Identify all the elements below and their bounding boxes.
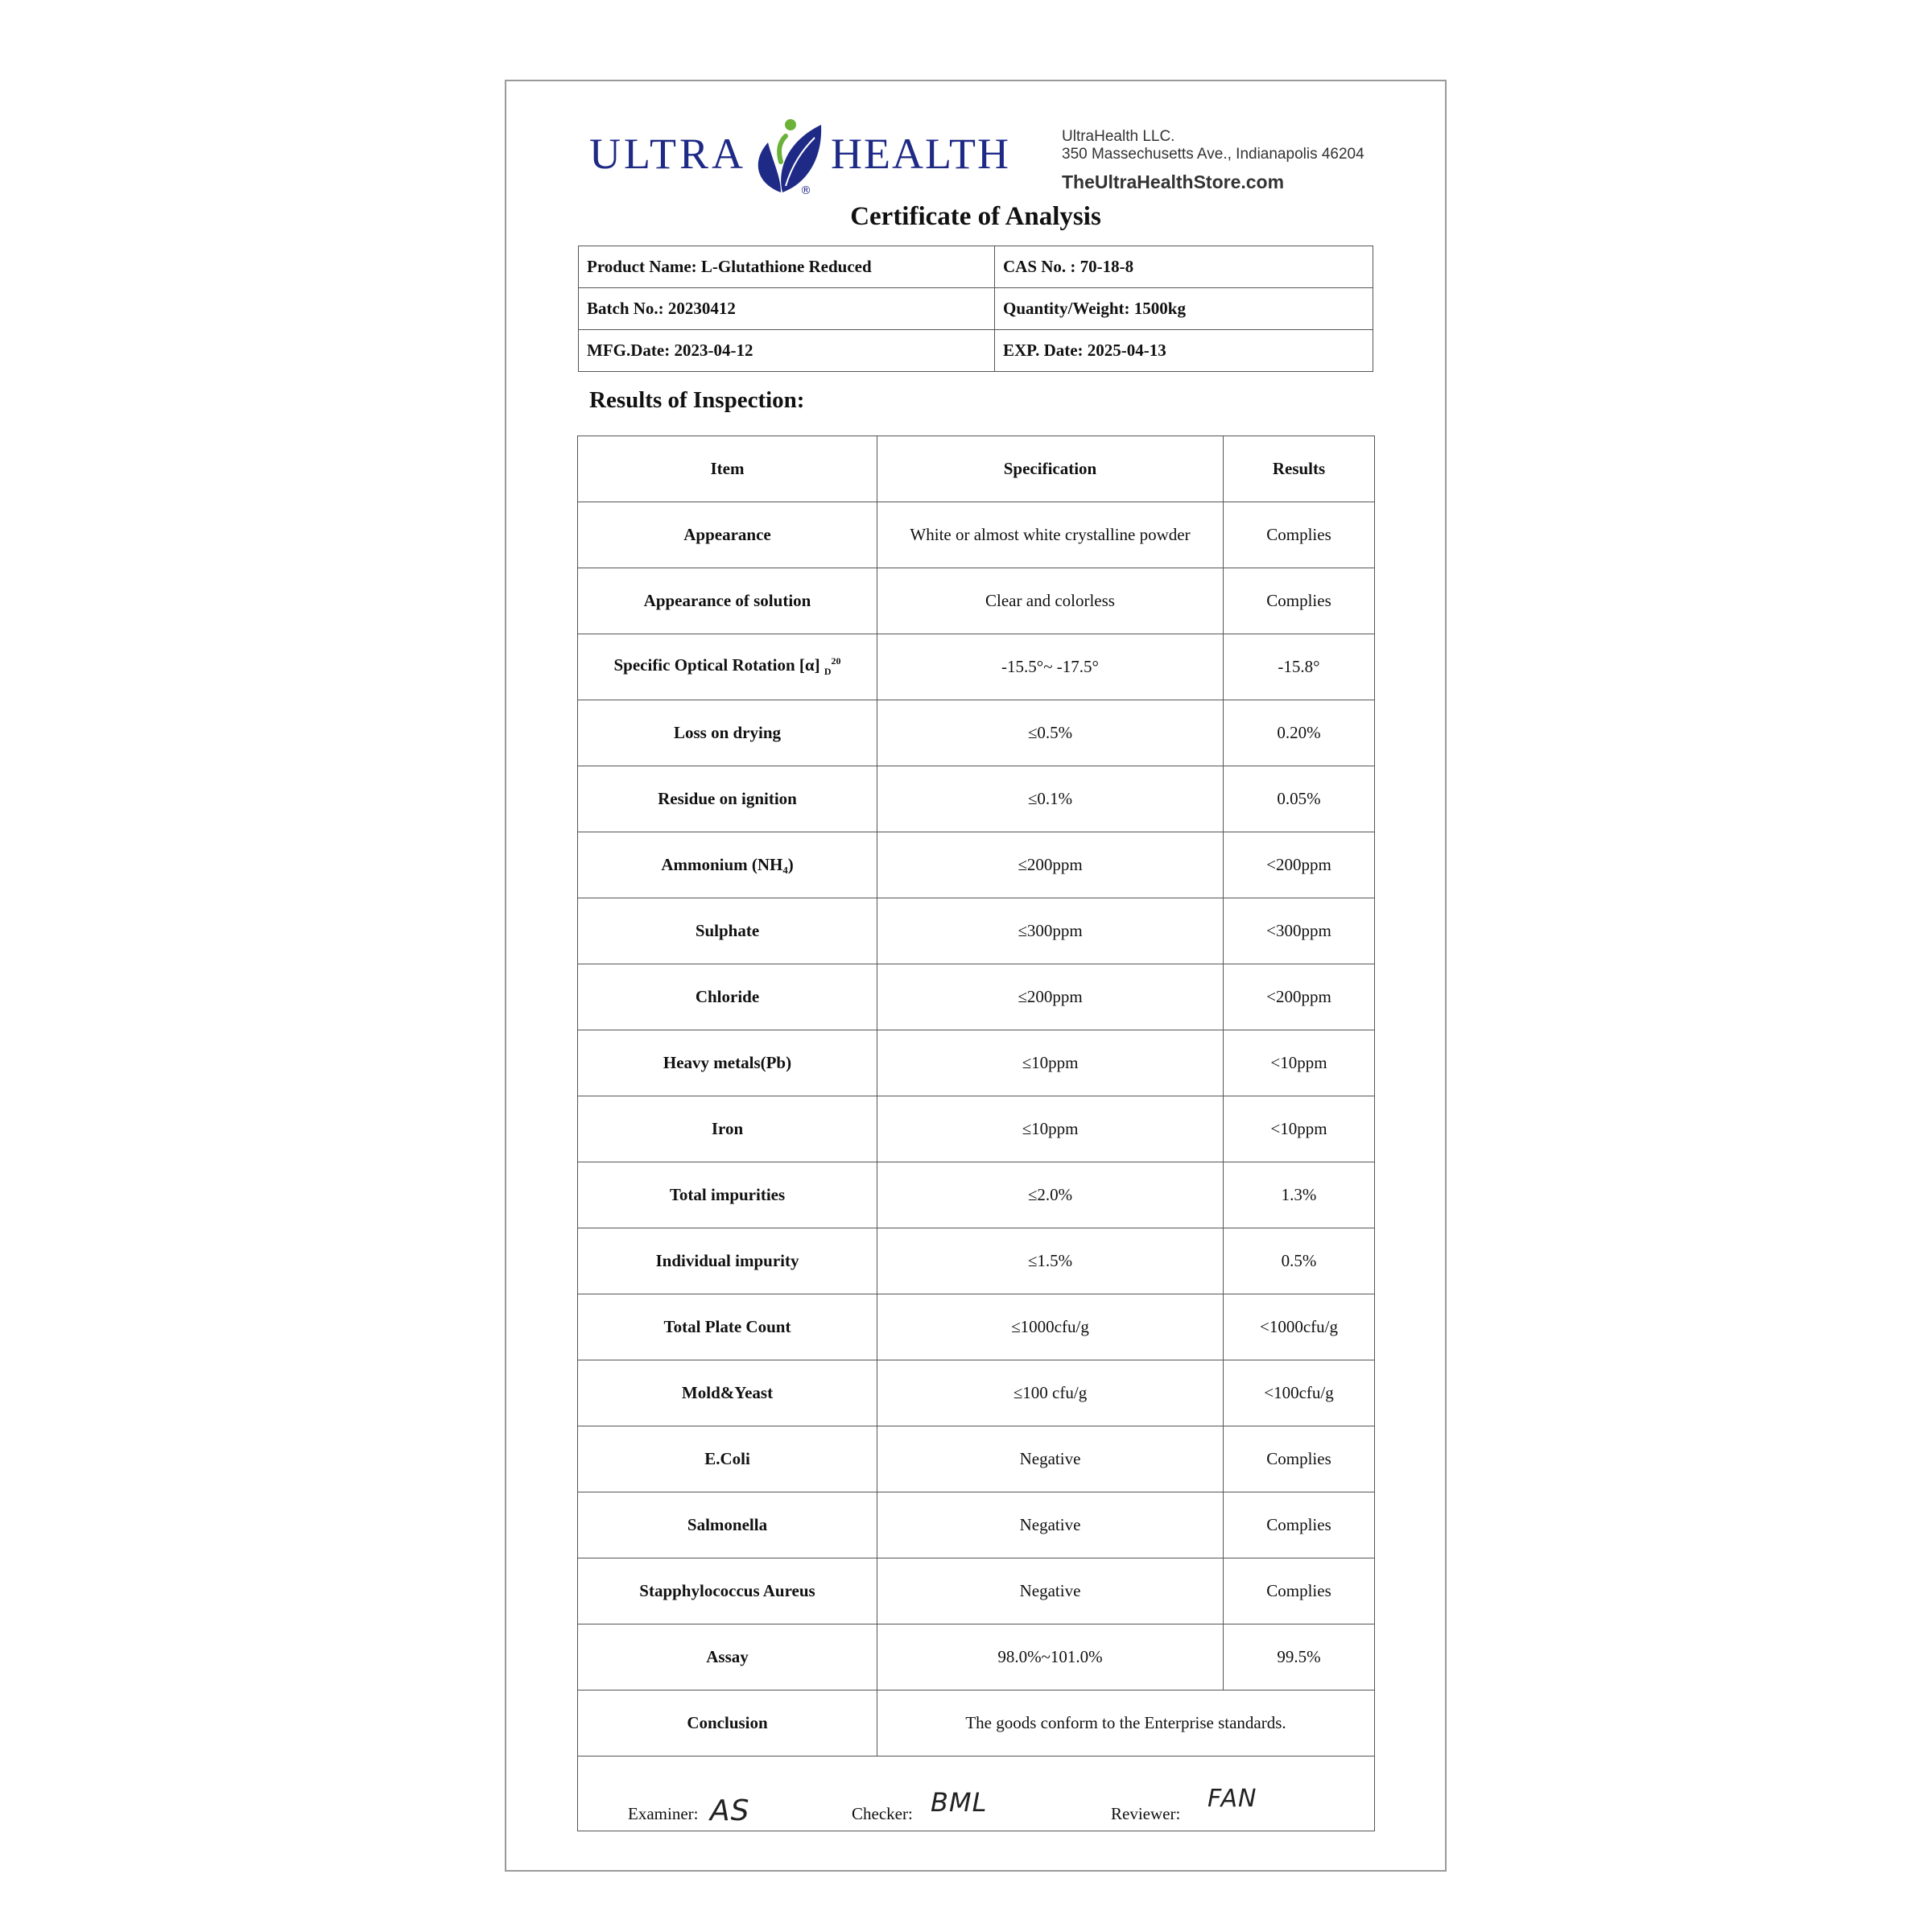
table-row xyxy=(578,1426,1375,1492)
row-specification: Negative xyxy=(877,1492,1224,1558)
row-item-text: Residue on ignition xyxy=(658,789,797,808)
row-item-superscript: 20 xyxy=(831,655,841,667)
row-result: 0.05% xyxy=(1224,766,1375,832)
table-row xyxy=(578,1558,1375,1624)
row-item xyxy=(578,898,877,964)
company-info xyxy=(1062,128,1364,193)
table-row xyxy=(578,1030,1375,1096)
results-heading: Results of Inspection: xyxy=(589,387,805,413)
row-specification: White or almost white crystalline powder xyxy=(877,502,1224,568)
row-result: 99.5% xyxy=(1224,1624,1375,1690)
row-specification: 98.0%~101.0% xyxy=(877,1624,1224,1690)
row-item-text: Salmonella xyxy=(687,1515,768,1534)
product-info-table xyxy=(578,246,1373,372)
row-item xyxy=(578,766,877,832)
row-item-text: E.Coli xyxy=(704,1449,750,1468)
row-result: <10ppm xyxy=(1224,1096,1375,1162)
row-item-subscript: D xyxy=(824,666,832,678)
table-header-row xyxy=(578,436,1375,502)
table-row xyxy=(578,1096,1375,1162)
row-item-text: Heavy metals(Pb) xyxy=(663,1053,792,1072)
table-row xyxy=(578,898,1375,964)
table-row xyxy=(578,1294,1375,1360)
row-specification: ≤100 cfu/g xyxy=(877,1360,1224,1426)
logo-word-ultra: ULTRA xyxy=(589,130,747,178)
row-result: Complies xyxy=(1224,568,1375,634)
signature-cell xyxy=(578,1757,1375,1831)
table-row xyxy=(578,766,1375,832)
row-specification: ≤10ppm xyxy=(877,1096,1224,1162)
row-item-text: Loss on drying xyxy=(673,723,782,742)
reviewer-label: Reviewer: xyxy=(1111,1804,1181,1823)
reviewer-signature: FAN xyxy=(1208,1785,1257,1813)
table-row xyxy=(578,1360,1375,1426)
conclusion-text: The goods conform to the Enterprise standards. xyxy=(877,1690,1375,1757)
row-item xyxy=(578,1096,877,1162)
row-item-text: Appearance xyxy=(683,525,771,544)
row-specification: Negative xyxy=(877,1426,1224,1492)
row-item-text: Total impurities xyxy=(669,1185,786,1204)
table-row xyxy=(578,502,1375,568)
conclusion-label: Conclusion xyxy=(578,1690,877,1757)
row-specification: ≤10ppm xyxy=(877,1030,1224,1096)
row-result: Complies xyxy=(1224,1426,1375,1492)
row-specification: ≤0.5% xyxy=(877,700,1224,766)
logo-word-health: HEALTH xyxy=(831,130,1010,178)
info-row xyxy=(579,288,1373,330)
row-item xyxy=(578,1360,877,1426)
row-specification: ≤200ppm xyxy=(877,832,1224,898)
table-row xyxy=(578,1624,1375,1690)
row-specification: ≤200ppm xyxy=(877,964,1224,1030)
row-item xyxy=(578,1228,877,1294)
header-results: Results xyxy=(1224,436,1375,502)
leaf-icon xyxy=(758,119,821,192)
quantity-weight: Quantity/Weight: 1500kg xyxy=(995,288,1373,330)
row-item xyxy=(578,634,877,700)
row-result: <1000cfu/g xyxy=(1224,1294,1375,1360)
company-address: 350 Massechusetts Ave., Indianapolis 46204 xyxy=(1062,146,1364,163)
row-specification: ≤2.0% xyxy=(877,1162,1224,1228)
row-result: 1.3% xyxy=(1224,1162,1375,1228)
table-row xyxy=(578,700,1375,766)
row-item-text: Specific Optical Rotation [α] xyxy=(613,655,820,675)
row-specification: ≤1000cfu/g xyxy=(877,1294,1224,1360)
row-specification: Negative xyxy=(877,1558,1224,1624)
row-item-text: Appearance of solution xyxy=(643,591,811,610)
checker-signature: BML xyxy=(931,1787,988,1818)
table-row xyxy=(578,568,1375,634)
row-item xyxy=(578,700,877,766)
row-item-text: Sulphate xyxy=(695,921,760,940)
conclusion-row xyxy=(578,1690,1375,1757)
results-body xyxy=(578,502,1375,1690)
row-item-text: Iron xyxy=(711,1119,744,1138)
exp-date: EXP. Date: 2025-04-13 xyxy=(995,330,1373,372)
row-result: <10ppm xyxy=(1224,1030,1375,1096)
row-item xyxy=(578,1558,877,1624)
document-title: Certificate of Analysis xyxy=(850,202,1101,231)
row-item xyxy=(578,964,877,1030)
row-item-text: Assay xyxy=(706,1647,749,1666)
table-row xyxy=(578,634,1375,700)
mfg-date: MFG.Date: 2023-04-12 xyxy=(579,330,995,372)
row-result: 0.5% xyxy=(1224,1228,1375,1294)
row-result: <300ppm xyxy=(1224,898,1375,964)
table-row xyxy=(578,1492,1375,1558)
row-item-text: Mold&Yeast xyxy=(681,1383,774,1402)
header-item: Item xyxy=(578,436,877,502)
examiner-label: Examiner: xyxy=(628,1804,699,1823)
row-item xyxy=(578,568,877,634)
checker-label: Checker: xyxy=(852,1804,913,1823)
registered-mark: ® xyxy=(800,184,811,196)
company-name: UltraHealth LLC. xyxy=(1062,128,1175,145)
row-item xyxy=(578,1294,877,1360)
info-row xyxy=(579,246,1373,288)
row-result: <200ppm xyxy=(1224,832,1375,898)
row-item xyxy=(578,502,877,568)
row-item xyxy=(578,1030,877,1096)
row-specification: -15.5°~ -17.5° xyxy=(877,634,1224,700)
ultra-health-logo xyxy=(589,115,1024,196)
examiner-signature: AS xyxy=(710,1794,750,1827)
row-item xyxy=(578,1426,877,1492)
table-row xyxy=(578,1162,1375,1228)
row-result: Complies xyxy=(1224,1492,1375,1558)
table-row xyxy=(578,832,1375,898)
inspection-results-table xyxy=(577,436,1375,1831)
row-item-text: Stapphylococcus Aureus xyxy=(639,1581,815,1600)
row-specification: Clear and colorless xyxy=(877,568,1224,634)
row-specification: ≤0.1% xyxy=(877,766,1224,832)
row-item xyxy=(578,832,877,898)
row-result: <100cfu/g xyxy=(1224,1360,1375,1426)
row-item-text: Individual impurity xyxy=(655,1251,799,1270)
row-specification: ≤300ppm xyxy=(877,898,1224,964)
row-result: 0.20% xyxy=(1224,700,1375,766)
row-result: Complies xyxy=(1224,502,1375,568)
batch-number: Batch No.: 20230412 xyxy=(579,288,995,330)
company-website: TheUltraHealthStore.com xyxy=(1062,171,1285,192)
row-item-text: Total Plate Count xyxy=(663,1317,791,1336)
signature-row xyxy=(578,1757,1375,1831)
row-item xyxy=(578,1624,877,1690)
cas-number: CAS No. : 70-18-8 xyxy=(995,246,1373,288)
row-result: <200ppm xyxy=(1224,964,1375,1030)
row-item-text: Ammonium (NH₄) xyxy=(661,855,794,874)
header-specification: Specification xyxy=(877,436,1224,502)
row-item xyxy=(578,1492,877,1558)
product-name: Product Name: L-Glutathione Reduced xyxy=(579,246,995,288)
table-row xyxy=(578,1228,1375,1294)
certificate-page xyxy=(505,80,1447,1872)
row-item-text: Chloride xyxy=(695,987,760,1006)
row-item xyxy=(578,1162,877,1228)
row-specification: ≤1.5% xyxy=(877,1228,1224,1294)
row-result: Complies xyxy=(1224,1558,1375,1624)
signature-area xyxy=(578,1757,1374,1827)
info-row xyxy=(579,330,1373,372)
table-row xyxy=(578,964,1375,1030)
row-result: -15.8° xyxy=(1224,634,1375,700)
